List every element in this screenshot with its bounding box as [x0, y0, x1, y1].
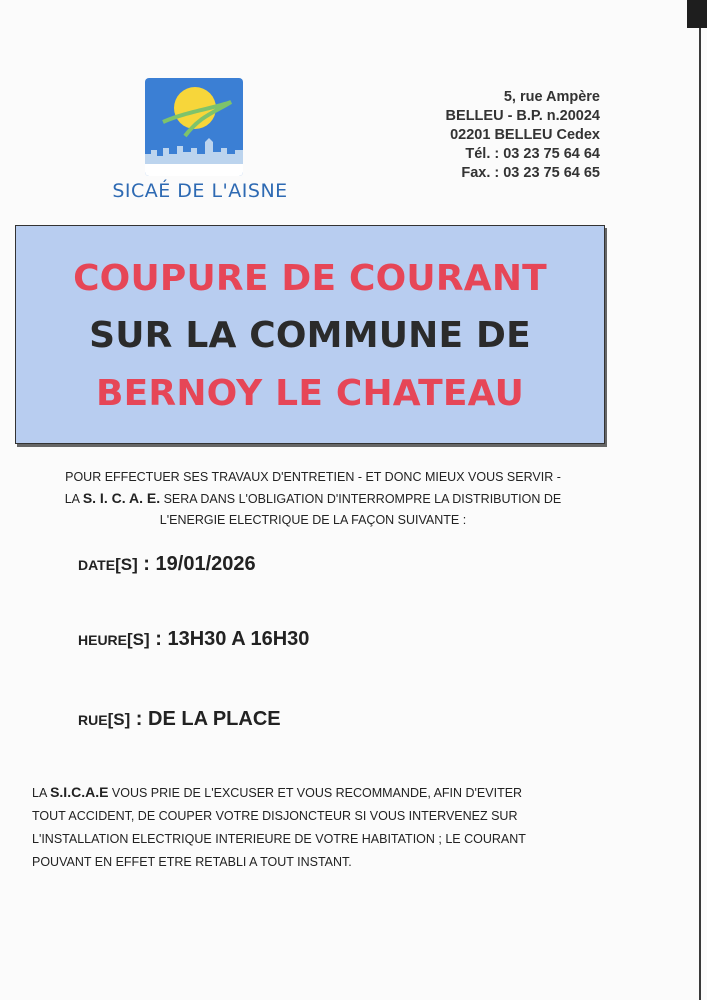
- headline-line-1: COUPURE DE COURANT: [73, 258, 547, 299]
- hour-label: HEURE[S]: [78, 630, 150, 649]
- address-block: [446, 88, 600, 183]
- date-label: DATE[S]: [78, 555, 138, 574]
- logo-name: SICAÉ DE L'AISNE: [112, 180, 288, 202]
- outro-line: L'INSTALLATION ELECTRIQUE INTERIEURE DE VOTRE HABITATION ; LE COURANT: [32, 832, 526, 846]
- intro-line: [28, 488, 598, 510]
- street-field: [78, 708, 281, 731]
- hour-field: [78, 628, 309, 651]
- street-value: : DE LA PLACE: [130, 708, 281, 730]
- scan-corner: [687, 0, 707, 28]
- intro-text: LA: [64, 492, 83, 506]
- outro-sicae: S.I.C.A.E: [50, 784, 109, 800]
- outro-text: LA: [32, 786, 51, 800]
- address-line: BELLEU - B.P. n.20024: [445, 108, 600, 124]
- phone-line: Tél. : 03 23 75 64 64: [465, 146, 600, 162]
- address-line: 02201 BELLEU Cedex: [450, 127, 600, 143]
- outro-line: TOUT ACCIDENT, DE COUPER VOTRE DISJONCTEUR SI VOUS INTERVENEZ SUR: [32, 809, 518, 823]
- hour-value: : 13H30 A 16H30: [149, 628, 310, 650]
- intro-text: SERA DANS L'OBLIGATION D'INTERROMPRE LA DISTRIBUTION DE: [160, 492, 562, 506]
- scan-edge: [699, 0, 701, 1000]
- street-label: RUE[S]: [78, 710, 131, 729]
- outro-line: POUVANT EN EFFET ETRE RETABLI A TOUT INSTANT.: [32, 855, 352, 869]
- outro-line: [32, 781, 526, 805]
- intro-sicae: S. I. C. A. E.: [82, 490, 161, 506]
- sun-city-logo-icon: [145, 78, 243, 176]
- date-field: [78, 553, 256, 576]
- fax-line: Fax. : 03 23 75 64 65: [461, 165, 600, 181]
- outro-text: VOUS PRIE DE L'EXCUSER ET VOUS RECOMMANDE, AFIN D'EVITER: [108, 786, 523, 800]
- date-value: : 19/01/2026: [137, 553, 256, 575]
- sicae-logo: [145, 78, 243, 176]
- address-line: 5, rue Ampère: [503, 89, 600, 105]
- outro-paragraph: [32, 781, 526, 874]
- intro-line: L'ENERGIE ELECTRIQUE DE LA FAÇON SUIVANTE :: [159, 513, 467, 527]
- headline-banner: [15, 225, 605, 444]
- headline-line-3: BERNOY LE CHATEAU: [95, 373, 525, 414]
- intro-paragraph: [28, 467, 598, 531]
- headline-line-2: SUR LA COMMUNE DE: [89, 315, 531, 356]
- intro-line: POUR EFFECTUER SES TRAVAUX D'ENTRETIEN - ET DONC MIEUX VOUS SERVIR -: [65, 470, 561, 484]
